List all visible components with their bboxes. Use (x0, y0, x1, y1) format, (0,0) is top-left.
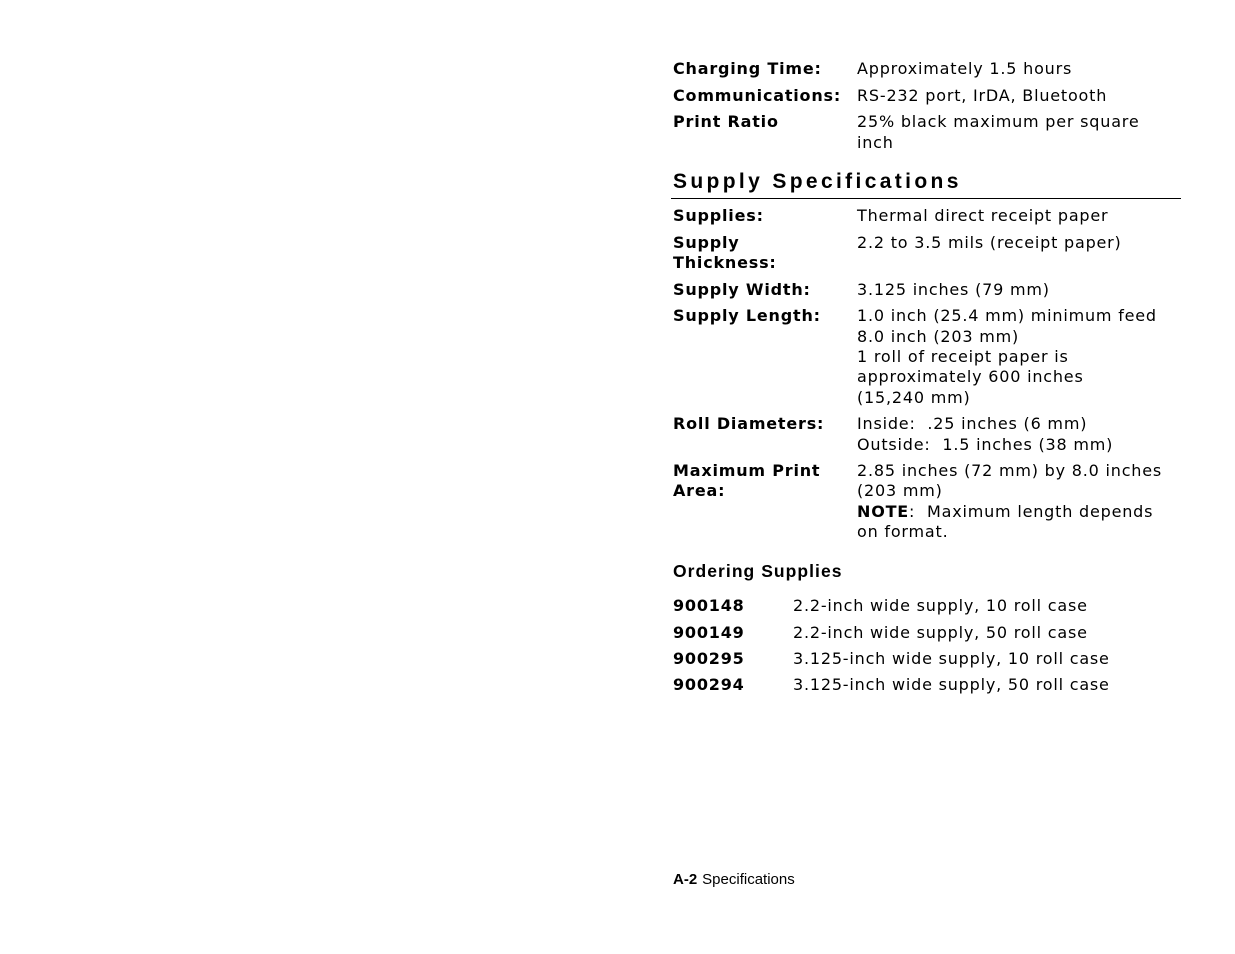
spec-value-line: inch (857, 132, 894, 152)
note-label: NOTE (857, 501, 910, 521)
spec-label-line: Thickness: (673, 252, 777, 272)
spec-value-line: 2.2 to 3.5 mils (receipt paper) (857, 232, 1122, 252)
spec-column (673, 59, 1181, 702)
spec-row-charging-time (673, 59, 1181, 79)
spec-value-line: 1.0 inch (25.4 mm) minimum feed (857, 306, 1157, 326)
note-text: on format. (857, 522, 949, 542)
spec-value (857, 86, 1181, 106)
spec-label: Charging Time: (673, 59, 822, 78)
spec-row-maximum-print-area (673, 461, 1181, 542)
order-part-number: 900148 (673, 596, 745, 616)
spec-label-line: Maximum Print (673, 461, 821, 481)
note-text: : Maximum length depends (909, 501, 1154, 521)
spec-value-line: Approximately 1.5 hours (857, 59, 1073, 78)
spec-label (673, 280, 857, 300)
spec-label (673, 233, 857, 274)
spec-value-line: 25% black maximum per square (857, 112, 1140, 132)
spec-row-supply-width (673, 280, 1181, 300)
spec-value (857, 206, 1181, 226)
order-part-number: 900294 (673, 675, 745, 695)
spec-label (673, 461, 857, 542)
order-description: 2.2-inch wide supply, 50 roll case (793, 622, 1088, 642)
spec-row-supply-thickness (673, 233, 1181, 274)
order-description: 2.2-inch wide supply, 10 roll case (793, 596, 1088, 616)
spec-value-line: 1 roll of receipt paper is (857, 346, 1069, 366)
spec-label: Communications: (673, 85, 842, 105)
order-part-number: 900149 (673, 622, 745, 642)
spec-label-line: Supplies: (673, 205, 764, 225)
spec-value-line: 2.85 inches (72 mm) by 8.0 inches (857, 461, 1163, 481)
spec-value-line: Thermal direct receipt paper (857, 205, 1109, 225)
spec-label (673, 306, 857, 407)
spec-value-line: (203 mm) (857, 481, 943, 501)
spec-value-line: Outside: 1.5 inches (38 mm) (857, 434, 1114, 454)
spec-value-line: RS-232 port, IrDA, Bluetooth (857, 85, 1108, 105)
spec-value (857, 306, 1181, 407)
order-description: 3.125-inch wide supply, 10 roll case (793, 648, 1110, 668)
spec-label (673, 414, 857, 455)
top-spec-list (673, 59, 1181, 153)
spec-value (857, 112, 1181, 153)
spec-label: Print Ratio (673, 112, 779, 132)
order-description: 3.125-inch wide supply, 50 roll case (793, 675, 1110, 695)
section-title-supply-specifications: Supply Specifications (671, 169, 1181, 199)
spec-label-line: Roll Diameters: (673, 414, 825, 434)
spec-value (857, 280, 1181, 300)
spec-row-print-ratio (673, 112, 1181, 153)
spec-label-line: Supply Length: (673, 306, 821, 326)
spec-value-line: Inside: .25 inches (6 mm) (857, 414, 1088, 434)
spec-value-line: approximately 600 inches (857, 367, 1084, 387)
note-line (857, 502, 1171, 522)
spec-label-line: Supply Width: (673, 279, 811, 299)
order-part-number: 900295 (673, 648, 745, 668)
footer-section-name: Specifications (702, 871, 795, 888)
spec-row-supply-length (673, 306, 1181, 407)
order-item (673, 623, 1181, 643)
order-item (673, 649, 1181, 669)
spec-label (673, 206, 857, 226)
spec-value-line: 8.0 inch (203 mm) (857, 326, 1020, 346)
spec-value (857, 59, 1181, 79)
order-item (673, 596, 1181, 616)
spec-row-supplies (673, 206, 1181, 226)
spec-row-communications (673, 86, 1181, 106)
subsection-title-ordering-supplies: Ordering Supplies (673, 561, 843, 582)
page-number: A-2 (673, 871, 698, 888)
order-item (673, 675, 1181, 695)
spec-value (857, 461, 1181, 542)
spec-value (857, 414, 1181, 455)
spec-label-line: Area: (673, 481, 726, 501)
spec-value (857, 233, 1181, 274)
ordering-list (673, 596, 1181, 695)
spec-row-roll-diameters (673, 414, 1181, 455)
spec-value-line: 3.125 inches (79 mm) (857, 279, 1050, 299)
spec-value-line: (15,240 mm) (857, 387, 971, 407)
supply-spec-list (673, 206, 1181, 542)
spec-label-line: Supply (673, 232, 740, 252)
page-footer (673, 871, 795, 888)
